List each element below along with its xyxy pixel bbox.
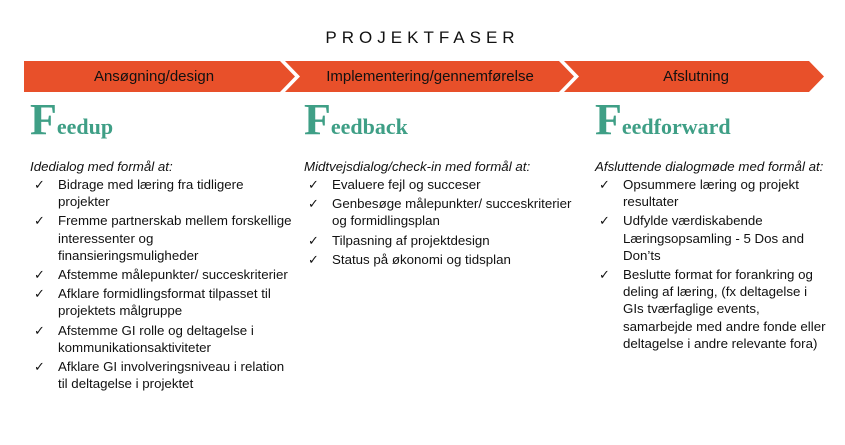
heading-rest: eedup (56, 114, 114, 139)
list-item (30, 176, 292, 210)
list-item (595, 212, 827, 264)
checkmark-icon: ✓ (308, 251, 319, 267)
check-list (30, 176, 292, 392)
checkmark-icon: ✓ (34, 177, 45, 192)
checkmark-icon: ✓ (34, 322, 45, 338)
heading-rest: eedback (330, 114, 408, 139)
list-item (304, 232, 576, 249)
heading-feedback (304, 95, 576, 144)
list-item (30, 322, 292, 356)
list-item-text: Fremme partnerskab mellem forskellige interessenter og finansieringsmuligheder (58, 213, 292, 263)
check-list (595, 176, 827, 352)
heading-rest: eedforward (621, 114, 731, 139)
list-item-text: Afklare GI involveringsniveau i relation til deltagelse i projektet (58, 359, 285, 392)
list-item-text: Genbesøge målepunkter/ succeskriterier og formidlingsplan (332, 196, 572, 229)
list-item (30, 358, 292, 392)
heading-initial: F (30, 95, 57, 144)
heading-feedup (30, 95, 292, 144)
list-item-text: Bidrage med læring fra tidligere projekter (58, 177, 244, 210)
list-item (595, 176, 827, 210)
list-item-text: Afstemme målepunkter/ succeskriterier (58, 267, 288, 283)
column-feedforward (595, 95, 827, 354)
checkmark-icon: ✓ (599, 267, 610, 283)
list-item-text: Opsummere læring og projekt resultater (623, 177, 799, 210)
heading-initial: F (595, 95, 622, 144)
checkmark-icon: ✓ (34, 267, 45, 283)
list-item-text: Afstemme GI rolle og deltagelse i kommunikationsaktiviteter (58, 322, 254, 355)
intro-text: Midtvejsdialog/check-in med formål at: (304, 159, 531, 174)
checkmark-icon: ✓ (34, 359, 45, 375)
list-item (304, 251, 576, 268)
list-item-text: Tilpasning af projektdesign (332, 232, 490, 248)
heading-feedforward (595, 95, 827, 144)
phase-label-1: Ansøgning/design (93, 68, 215, 85)
list-item-text: Afklare formidlingsformat tilpasset til projektets målgruppe (58, 286, 271, 319)
phase-label-2: Implementering/gennemførelse (326, 68, 534, 85)
phase-label-3: Afslutning (663, 68, 729, 85)
checkmark-icon: ✓ (308, 196, 319, 212)
checkmark-icon: ✓ (599, 213, 610, 229)
checkmark-icon: ✓ (34, 213, 45, 229)
list-item-text: Status på økonomi og tidsplan (332, 251, 511, 267)
list-item (304, 176, 576, 193)
list-item (30, 285, 292, 319)
list-item-text: Udfylde værdiskabende Læringsopsamling - 5 Dos and Don’ts (623, 213, 805, 263)
checkmark-icon: ✓ (599, 177, 610, 192)
column-feedup (30, 95, 292, 394)
check-list (304, 176, 576, 268)
column-feedback (304, 95, 576, 270)
intro-text: Afsluttende dialogmøde med formål at: (595, 159, 824, 174)
checkmark-icon: ✓ (308, 177, 319, 192)
list-item (30, 266, 292, 283)
list-item (30, 212, 292, 264)
diagram-title: PROJEKTFASER (325, 28, 520, 47)
phase-bar (24, 61, 824, 92)
checkmark-icon: ✓ (34, 286, 45, 302)
list-item (304, 195, 576, 229)
list-item-text: Beslutte format for forankring og deling af læring, (fx deltagelse i GIs tværfaglige events, samarbejde med andre fonde eller deltagelse i andre relevante fora) (623, 267, 826, 351)
checkmark-icon: ✓ (308, 232, 319, 248)
heading-initial: F (304, 95, 331, 144)
intro-text: Idedialog med formål at: (30, 159, 173, 174)
list-item (595, 266, 827, 352)
list-item-text: Evaluere fejl og succeser (332, 177, 481, 192)
